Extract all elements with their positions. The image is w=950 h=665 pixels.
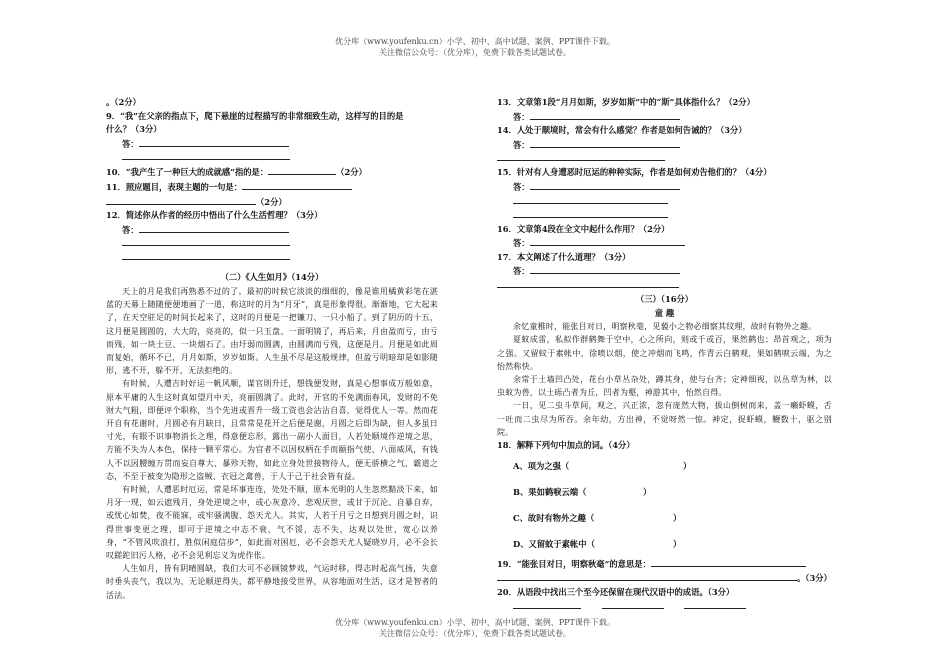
question-18-item-b <box>513 479 832 505</box>
answer-line <box>530 110 680 120</box>
question-14: 14．人处于顺境时，常会有什么感觉？作者是如何告诫的？（3分） <box>497 125 747 136</box>
answer-line <box>242 180 352 190</box>
close-paren: ） <box>643 486 652 497</box>
question-17: 17．本文阐述了什么道理？（3分） <box>497 251 631 262</box>
answer-line <box>122 237 290 246</box>
answer-9 <box>106 137 438 152</box>
answer-line <box>602 599 664 609</box>
footer-line-2: 关注微信公众号：（优分库），免费下载各类试题试卷。 <box>379 629 571 638</box>
answer-line <box>122 251 290 260</box>
answer-line <box>513 599 581 609</box>
item-text: A、项为之强（ <box>513 460 570 471</box>
answer-line <box>530 236 685 246</box>
answer-label: 答： <box>122 138 139 149</box>
question-19-text: 19．“能张目对日，明察秋毫”的意思是： <box>497 558 651 569</box>
answer-16 <box>497 236 832 251</box>
right-column <box>497 96 832 614</box>
question-10-score: （2分） <box>336 167 367 178</box>
passage-paragraph: 天上的月是我们再熟悉不过的了。最初的时候它淡淡的细细的，像是谁用橘黄彩笔在湛蓝的天幕上随随便便地画了一道，称这时的月为“月牙”，真是形象得很。渐渐地，它大起来了，在天空驻足的时间长起来了，这时的月便是一把镰刀、一只小船了。到了阴历的十五，这月便是圆圆的，大大的，亮亮的，似一只玉盘、一面明镜了，再后来，月由盈而亏，由亏而残，如一块土豆、一块烟石了。由圩弱而圆满，由圆满而亏残，这便是月。月便是如此周而复始，循环不已，月月如斯，岁岁如斯。人生虽不尽是这般规律，但盈亏明暗却是如影随形，逃不开，躲不开，无法拒绝的。 <box>106 286 438 376</box>
question-9: 9．“我”在父亲的指点下，爬下悬崖的过程描写的非常细致生动，这样写的目的是 <box>106 110 404 121</box>
section-2-title: （二）《人生如月》（14分） <box>220 272 324 283</box>
answer-label: 答： <box>122 224 139 235</box>
question-10 <box>106 165 438 180</box>
left-column <box>106 96 438 602</box>
answer-20 <box>497 599 832 614</box>
footer-line-1: 优分库（www.youfenku.cn）小学、初中、高中试题、案例、PPT课件下载。 <box>335 618 615 627</box>
passage-paragraph: 有时候，人遭吉时好运一帆风顺，谋官則升迁，想钱便发财，真是心想事成万般如意，原本平庸的人生这时真如望月中天，亮丽圆满了。此时，开官的不免满面春风，发财的不免财大气粗，即便评个职称，当个先进或晋升一级工资也会沾沾自喜，觉得优人一等。然而花开自有花谢时，月圆必有月缺日，且常常是花开之后便是谢，月圆之后即为缺，但人多虽日寸光，有眼不识事物消长之理，得意便忘形，露出一副小人面目，人若处顺境作逆境之思，方能不失为人本色，保持一颗平常心。为官者不以因权柄在手而颐指气使、八面威风，有钱人不以因腰缠万贯而妄自尊大、暴殄天物，如此立身处世接物待人，便无骄横之气、霸道之态，不至于被变为隐形之盗贼、衣冠之禽兽，于人于己于社会皆有益。 <box>106 379 438 481</box>
passage-title: 童 趣 <box>654 307 675 318</box>
answer-13 <box>497 110 832 125</box>
question-10-text: 10．“我产生了一种巨大的成就感”指的是： <box>106 167 269 178</box>
answer-line <box>106 195 256 205</box>
item-text: B、果如鹤唳云端（ <box>513 486 587 497</box>
prev-question-score: 。（2分） <box>106 97 141 107</box>
answer-line <box>651 557 806 567</box>
passage-paragraph: 人生如月，皆有阴晴圆缺，我们大可不必顾镜梦戏，气运时移，得志时起高气扬，失意时垂头丧气，我以为，无论顺逆得失，都平静地接受世界，从容地面对生活，这才是智者的活法。 <box>106 564 438 600</box>
answer-15 <box>497 180 832 195</box>
item-text: D、又留蚊于素帐中（ <box>513 538 595 549</box>
answer-line <box>530 138 680 148</box>
page-header <box>0 36 950 58</box>
question-12: 12．简述你从作者的经历中悟出了什么生活哲理？（3分） <box>106 210 323 221</box>
answer-label: 答： <box>513 111 530 122</box>
section-3-title: （三）（16分） <box>635 293 694 304</box>
close-paren: ） <box>683 460 692 471</box>
answer-line <box>513 209 668 218</box>
answer-line <box>139 223 289 233</box>
question-11-line <box>106 195 438 210</box>
passage-paragraph: 有时候，人遭恶时厄运，常是坏事连连，处处不顺，原本光明的人生忽然黯淡下来，如月牙一现，如云遮残月，身处逆境之中，或心灰意冷、悲观厌世，或甘于沉沦、自暴自弃，或忧心如焚，夜不能寐，或牢骚满腹、怨天尤人。其实，人若于月亏之日想到月圆之时，识得世事变更之理，即可于逆境之中志不衰，气不馁，志不失，达观以处世，宽心以养身，“不管风吹浪打，胜似闲庭信步”，如此面对困厄，必不会怨天尤人疑晓岁月，必不会长叹蹉跎旧污人格，必不会见利忘义为虎作伥。 <box>106 484 438 560</box>
answer-label: 答： <box>513 238 530 249</box>
question-19 <box>497 557 832 572</box>
answer-line <box>513 195 668 204</box>
question-9-cont: 什么？（3分） <box>106 124 162 135</box>
answer-line <box>497 152 665 161</box>
passage-paragraph: 余忆童稚时，能张目对日，明察秋毫，见藐小之物必细察其纹理，故时有物外之趣。 <box>513 322 817 332</box>
passage-paragraph: 一日，见二虫斗草间，观之，兴正浓，忽有庞然大物，拔山倒树而来，盖一癞虾蟆，舌一吐而二虫尽为所吞。余年幼，方出神，不觉呀然一惊。神定，捉虾蟆，鞭数十，驱之别院。 <box>497 401 832 437</box>
question-11-score: （2分） <box>256 196 287 207</box>
answer-15-extra <box>497 195 832 218</box>
question-20: 20．从语段中找出三个至今还保留在现代汉语中的成语。（3分） <box>497 586 735 597</box>
answer-line <box>684 599 746 609</box>
header-line-1: 优分库（www.youfenku.cn）小学、初中、高中试题、案例、PPT课件下载。 <box>335 37 615 46</box>
question-18-item-a <box>513 453 832 479</box>
question-18-item-c <box>513 505 832 531</box>
question-13: 13．文章第1段“月月如斯，岁岁如斯”中的“斯”具体指什么？（2分） <box>497 97 755 107</box>
question-11-text: 11．照应题目，表现主题的一句是： <box>106 181 243 192</box>
answer-line <box>139 137 289 147</box>
answer-14 <box>497 138 832 153</box>
passage-paragraph: 余常于土墙凹凸处，花台小草丛杂处，蹲其身，使与台齐；定神细视，以丛草为林，以虫蚁为兽，以土砾凸者为丘，凹者为壑，神游其中，怡然自得。 <box>497 374 832 398</box>
question-16: 16．文章第4段在全文中起什么作用？（2分） <box>497 223 670 234</box>
answer-line <box>122 151 290 160</box>
answer-label: 答： <box>513 266 530 277</box>
answer-12-extra <box>106 237 438 260</box>
close-paren: ） <box>673 538 682 549</box>
close-paren: ） <box>673 512 682 523</box>
answer-line <box>530 180 680 190</box>
answer-12 <box>106 223 438 238</box>
page-footer <box>0 617 950 639</box>
question-15: 15．针对有人身遭恶时厄运的种种实际，作者是如何劝告他们的？（4分） <box>497 167 772 178</box>
answer-17 <box>497 264 832 279</box>
question-18-item-d <box>513 531 832 557</box>
answer-line <box>497 279 679 288</box>
answer-line <box>497 571 797 581</box>
answer-label: 答： <box>513 139 530 150</box>
question-18-items <box>497 453 832 557</box>
answer-9-extra <box>106 151 438 160</box>
question-18: 18．解释下列句中加点的词。（4分） <box>497 439 635 450</box>
answer-label: 答： <box>513 181 530 192</box>
question-11 <box>106 180 438 195</box>
question-19-line <box>497 571 832 586</box>
question-19-score: 。（3分） <box>797 573 832 584</box>
passage-paragraph: 夏蚊成雷，私拟作群鹤舞于空中，心之所向，则或千或百，果然鹤也；昂首观之，项为之强。又留蚊于素帐中，徐喷以烟，使之冲烟而飞鸣，作青云白鹤观，果如鹤唳云端，为之怡然称快。 <box>497 335 832 371</box>
answer-line <box>530 264 680 274</box>
item-text: C、故时有物外之趣（ <box>513 512 595 523</box>
header-line-2: 关注微信公众号：（优分库），免费下载各类试题试卷。 <box>379 48 571 57</box>
answer-line <box>268 165 336 175</box>
